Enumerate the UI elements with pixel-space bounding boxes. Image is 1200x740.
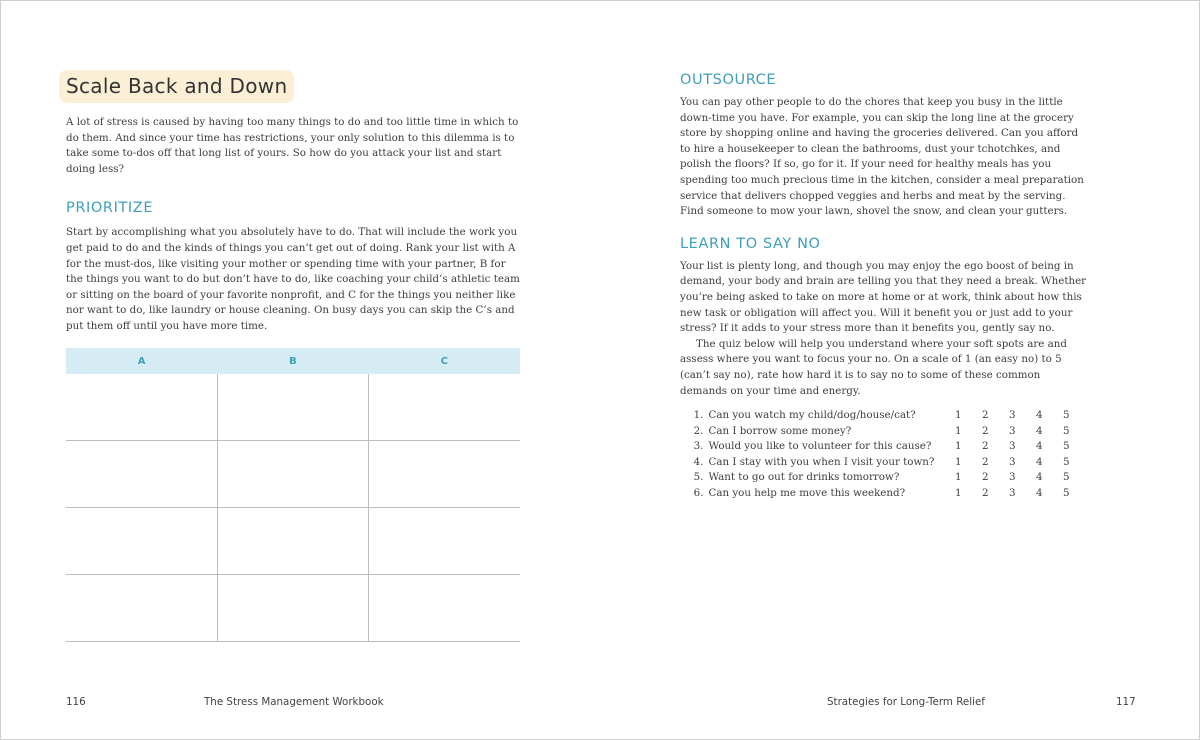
rating-option[interactable]: 3 bbox=[1009, 487, 1016, 500]
table-cell[interactable] bbox=[66, 575, 217, 642]
left-page-number: 116 bbox=[66, 696, 86, 708]
rating-option[interactable]: 2 bbox=[982, 487, 989, 500]
rating-option[interactable]: 1 bbox=[955, 471, 962, 484]
right-page bbox=[680, 70, 1090, 502]
rating-option[interactable]: 2 bbox=[982, 440, 989, 453]
table-cell[interactable] bbox=[217, 508, 368, 575]
rating-option[interactable]: 4 bbox=[1036, 487, 1043, 500]
prioritize-paragraph: Start by accomplishing what you absolutely have to do. That will include the work you get paid to do and the kinds of things you can’t get out of doing. Rank your list with A for the must-dos, like visiting your mother or spending time with your partner, B for the things you want to do but don’t have to do, like coaching your child’s athletic team or sitting on the board of your favorite nonprofit, and C for the things you neither like nor want to do, like laundry or house cleaning. On busy days you can skip the C’s and put them off until you have more time. bbox=[66, 226, 520, 332]
column-header-a: A bbox=[66, 348, 217, 374]
outsource-paragraph: You can pay other people to do the chores that keep you busy in the little down-time you have. For example, you can skip the long line at the grocery store by shopping online and having the groceries delivered. Can you afford to hire a housekeeper to clean the bathrooms, dust your tchotchkes, and polish the floors? If so, go for it. If your need for healthy meals has you spending too much precious time in the kitchen, consider a meal preparation service that delivers chopped veggies and herbs and meat by the serving. Find someone to mow your lawn, shovel the snow, and clean your gutters. bbox=[680, 96, 1084, 218]
quiz-number: 4. bbox=[693, 455, 704, 468]
table-cell[interactable] bbox=[217, 575, 368, 642]
rating-option[interactable]: 5 bbox=[1063, 424, 1070, 437]
table-cell[interactable] bbox=[66, 441, 217, 508]
rating-option[interactable]: 4 bbox=[1036, 471, 1043, 484]
rating-option[interactable]: 4 bbox=[1036, 455, 1043, 468]
quiz-item bbox=[680, 455, 1090, 471]
rating-option[interactable]: 3 bbox=[1009, 455, 1016, 468]
rating-option[interactable]: 1 bbox=[955, 455, 962, 468]
left-page bbox=[66, 70, 520, 335]
rating-option[interactable]: 4 bbox=[1036, 440, 1043, 453]
rating-option[interactable]: 2 bbox=[982, 471, 989, 484]
table-row bbox=[66, 441, 520, 508]
table-cell[interactable] bbox=[217, 374, 368, 441]
rating-scale bbox=[955, 470, 1090, 486]
table-cell[interactable] bbox=[369, 575, 520, 642]
column-header-b: B bbox=[217, 348, 368, 374]
rating-scale bbox=[955, 486, 1090, 502]
rating-option[interactable]: 5 bbox=[1063, 487, 1070, 500]
prioritize-heading: PRIORITIZE bbox=[66, 200, 154, 217]
rating-option[interactable]: 3 bbox=[1009, 471, 1016, 484]
table-cell[interactable] bbox=[369, 441, 520, 508]
rating-option[interactable]: 5 bbox=[1063, 440, 1070, 453]
table-cell[interactable] bbox=[66, 508, 217, 575]
quiz-number: 1. bbox=[693, 409, 704, 422]
rating-option[interactable]: 3 bbox=[1009, 440, 1016, 453]
rating-option[interactable]: 5 bbox=[1063, 409, 1070, 422]
rating-option[interactable]: 1 bbox=[955, 440, 962, 453]
rating-option[interactable]: 1 bbox=[955, 487, 962, 500]
rating-option[interactable]: 5 bbox=[1063, 455, 1070, 468]
rating-option[interactable]: 3 bbox=[1009, 424, 1016, 437]
quiz-item bbox=[680, 424, 1090, 440]
table-row bbox=[66, 575, 520, 642]
rating-option[interactable]: 2 bbox=[982, 409, 989, 422]
table-row bbox=[66, 508, 520, 575]
quiz-item bbox=[680, 470, 1090, 486]
quiz-question: Want to go out for drinks tomorrow? bbox=[708, 471, 900, 484]
outsource-heading: OUTSOURCE bbox=[680, 72, 777, 88]
quiz-number: 3. bbox=[693, 440, 704, 453]
table-row bbox=[66, 374, 520, 441]
table-cell[interactable] bbox=[66, 374, 217, 441]
right-running-title: Strategies for Long-Term Relief bbox=[827, 696, 985, 708]
rating-scale bbox=[955, 408, 1090, 424]
rating-scale bbox=[955, 424, 1090, 440]
quiz-number: 2. bbox=[693, 424, 704, 437]
rating-scale bbox=[955, 439, 1090, 455]
intro-paragraph: A lot of stress is caused by having too many things to do and too little time in which to do them. And since your time has restrictions, your only solution to this dilemma is to take some to-dos off that long list of yours. So how do you attack your list and start doing less? bbox=[66, 116, 519, 175]
right-page-number: 117 bbox=[1116, 696, 1136, 708]
quiz-question: Can I stay with you when I visit your town? bbox=[708, 455, 935, 468]
quiz-item bbox=[680, 439, 1090, 455]
rating-option[interactable]: 4 bbox=[1036, 409, 1043, 422]
left-running-title: The Stress Management Workbook bbox=[204, 696, 384, 708]
quiz-number: 5. bbox=[693, 471, 704, 484]
learn-paragraph-2: The quiz below will help you understand where your soft spots are and assess where you want to focus your no. On a scale of 1 (an easy no) to 5 (can’t say no), rate how hard it is to say no to some of these common demands on your time and energy. bbox=[680, 337, 1067, 397]
rating-option[interactable]: 5 bbox=[1063, 471, 1070, 484]
say-no-quiz bbox=[680, 408, 1090, 502]
learn-paragraph-1: Your list is plenty long, and though you may enjoy the ego boost of being in demand, your body and brain are telling you that they need a break. Whether you’re being asked to take on more at home or at work, think about how this new task or obligation will affect you. Will it benefit you or just add to your stress? If it adds to your stress more than it benefits you, gently say no. bbox=[680, 259, 1087, 335]
table-header-row bbox=[66, 348, 520, 374]
rating-option[interactable]: 3 bbox=[1009, 409, 1016, 422]
rating-scale bbox=[955, 455, 1090, 471]
quiz-question: Can you help me move this weekend? bbox=[708, 487, 906, 500]
column-header-c: C bbox=[369, 348, 520, 374]
quiz-number: 6. bbox=[693, 487, 704, 500]
table-cell[interactable] bbox=[217, 441, 368, 508]
quiz-item bbox=[680, 408, 1090, 424]
rating-option[interactable]: 1 bbox=[955, 409, 962, 422]
page-title: Scale Back and Down bbox=[66, 74, 288, 98]
table-cell[interactable] bbox=[369, 374, 520, 441]
quiz-question: Can you watch my child/dog/house/cat? bbox=[708, 409, 916, 422]
rating-option[interactable]: 2 bbox=[982, 455, 989, 468]
quiz-question: Can I borrow some money? bbox=[708, 424, 852, 437]
rating-option[interactable]: 4 bbox=[1036, 424, 1043, 437]
quiz-question: Would you like to volunteer for this cause? bbox=[708, 440, 932, 453]
rating-option[interactable]: 1 bbox=[955, 424, 962, 437]
learn-to-say-no-heading: LEARN TO SAY NO bbox=[680, 235, 821, 252]
rating-option[interactable]: 2 bbox=[982, 424, 989, 437]
quiz-item bbox=[680, 486, 1090, 502]
table-cell[interactable] bbox=[369, 508, 520, 575]
abc-ranking-table bbox=[66, 348, 520, 642]
title-highlight bbox=[59, 70, 294, 103]
